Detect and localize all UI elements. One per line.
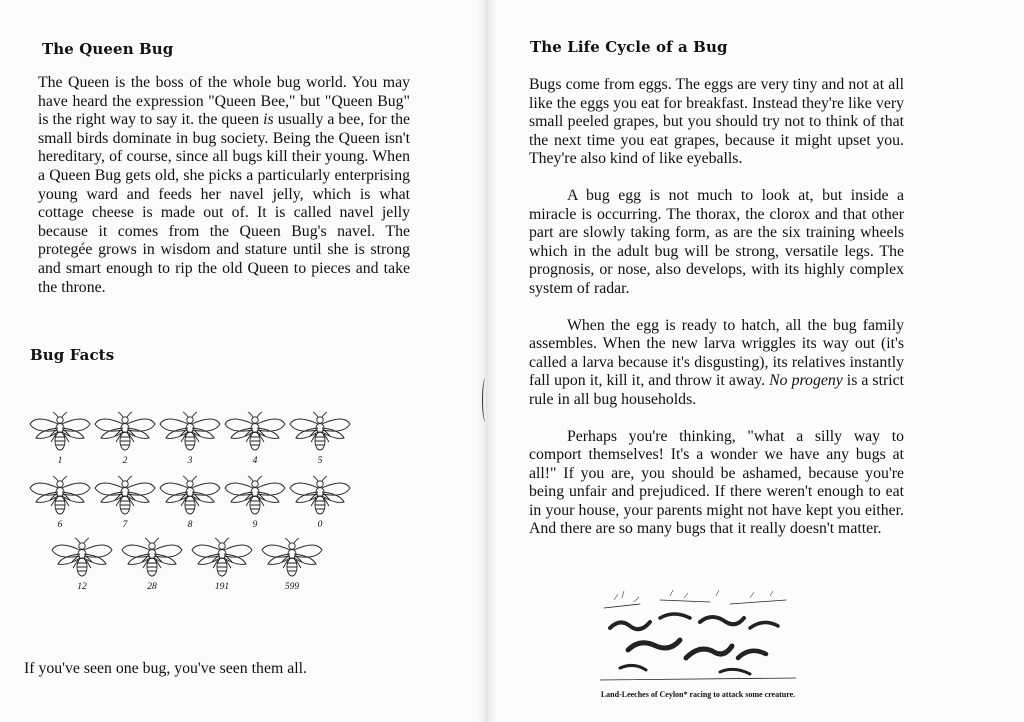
fold-mark bbox=[482, 378, 489, 422]
bee-icon bbox=[260, 536, 324, 584]
bug-number-label: 3 bbox=[187, 456, 193, 466]
book-gutter bbox=[476, 0, 498, 722]
paragraph-bug-egg: A bug egg is not much to look at, but inside a miracle is occurring. The thorax, the clorox and that other part are slowly taking form, as are the six training wheels which in the adult bug will be strong, versatile legs. The prognosis, or nose, also develops, with its highly complex system of radar. bbox=[529, 186, 904, 297]
queen-text-emphasis: is bbox=[263, 111, 274, 129]
bug-number-label: 12 bbox=[77, 582, 87, 592]
bee-icon bbox=[28, 474, 92, 522]
bee-icon bbox=[190, 536, 254, 584]
bug-number-label: 191 bbox=[214, 582, 230, 592]
bug-figure bbox=[288, 474, 352, 536]
bug-figure bbox=[158, 474, 222, 536]
bug-number-label: 0 bbox=[317, 520, 323, 530]
bee-icon bbox=[50, 536, 114, 584]
bug-number-label: 2 bbox=[122, 456, 128, 466]
bee-icon bbox=[223, 474, 287, 522]
bee-icon bbox=[158, 474, 222, 522]
hatch-text-emphasis: No progeny bbox=[769, 372, 843, 390]
hatch-text-part-2: is a strict rule in all bug households. bbox=[529, 372, 905, 408]
bug-figure bbox=[93, 410, 157, 472]
bug-figure bbox=[223, 474, 287, 536]
land-leeches-illustration bbox=[600, 588, 796, 684]
bug-number-label: 9 bbox=[252, 520, 258, 530]
illustration-caption: Land-Leeches of Ceylon* racing to attack some creature. bbox=[600, 690, 796, 699]
life-cycle-heading: The Life Cycle of a Bug bbox=[530, 38, 728, 56]
hatch-text-part-1: When the egg is ready to hatch, all the bug family assembles. When the new larva wriggles its way out (it's called a larva because it's disgusting), its relatives instantly fall upon it, kill it, and throw it away. bbox=[529, 316, 904, 390]
queen-text-part-2: usually a bee, for the small birds dominate in bug society. Being the Queen isn't hereditary, of course, since all bugs kill their young. When a Queen Bug gets old, she picks a particularly enterprising young ward and feeds her navel jelly, which is what cottage cheese is made out of. It is called navel jelly because it comes from the Queen Bug's navel. The protegée grows in wisdom and stature until she is strong and smart enough to rip the old Queen to pieces and take the throne. bbox=[38, 111, 410, 296]
bug-figure bbox=[260, 536, 324, 598]
bug-number-label: 4 bbox=[252, 456, 258, 466]
queen-bug-paragraph bbox=[38, 74, 410, 297]
bug-number-label: 28 bbox=[147, 582, 157, 592]
bee-icon bbox=[158, 410, 222, 458]
bug-figure bbox=[50, 536, 114, 598]
bee-icon bbox=[120, 536, 184, 584]
paragraph-eggs: Bugs come from eggs. The eggs are very tiny and not at all like the eggs you eat for breakfast. Instead they're like very small peeled grapes, but you should try not to think of that the next time you eat grapes, because it might upset you. They're also kind of like eyeballs. bbox=[529, 76, 904, 168]
bug-figure bbox=[28, 474, 92, 536]
bug-tagline: If you've seen one bug, you've seen them all. bbox=[24, 660, 307, 677]
bug-figure bbox=[223, 410, 287, 472]
queen-bug-heading: The Queen Bug bbox=[42, 40, 174, 58]
bee-icon bbox=[28, 410, 92, 458]
bug-number-label: 5 bbox=[317, 456, 323, 466]
bug-figure bbox=[158, 410, 222, 472]
bee-icon bbox=[93, 474, 157, 522]
bug-figure bbox=[288, 410, 352, 472]
bug-figure bbox=[190, 536, 254, 598]
bug-number-label: 1 bbox=[57, 456, 63, 466]
bee-icon bbox=[93, 410, 157, 458]
bug-figure bbox=[120, 536, 184, 598]
bee-icon bbox=[288, 474, 352, 522]
bug-number-label: 599 bbox=[284, 582, 300, 592]
bug-figure bbox=[28, 410, 92, 472]
paragraph-hatch bbox=[529, 317, 904, 410]
bug-figure bbox=[93, 474, 157, 536]
bee-icon bbox=[223, 410, 287, 458]
bug-number-label: 8 bbox=[187, 520, 193, 530]
bug-number-label: 6 bbox=[57, 520, 63, 530]
queen-text-part-1: The Queen is the boss of the whole bug world. You may have heard the expression "Queen Bee," but "Queen Bug" is the right way to say it. the queen bbox=[38, 74, 410, 129]
bee-icon bbox=[288, 410, 352, 458]
life-cycle-text bbox=[529, 76, 904, 539]
paragraph-perhaps: Perhaps you're thinking, "what a silly way to comport themselves! It's a wonder we have any bugs at all!" If you are, you should be ashamed, because you're being unfair and prejudiced. If there weren't enough to eat in your house, your parents might not have kept you either. And there are so many bugs that it really doesn't matter. bbox=[529, 427, 904, 538]
bug-number-label: 7 bbox=[122, 520, 128, 530]
bug-facts-heading: Bug Facts bbox=[30, 346, 115, 364]
bug-facts-illustration bbox=[28, 410, 368, 610]
